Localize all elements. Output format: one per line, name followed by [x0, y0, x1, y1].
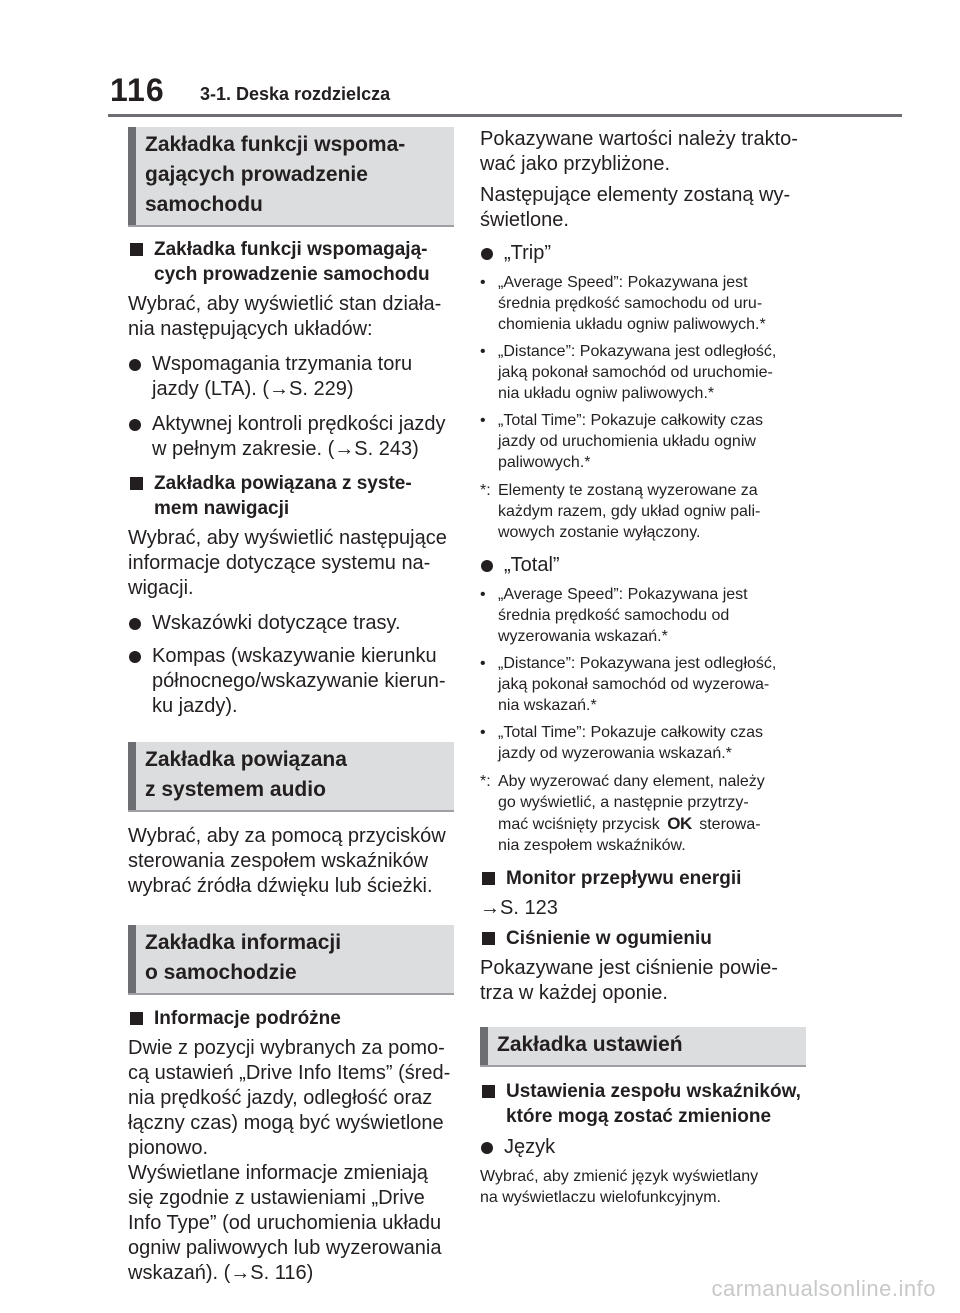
- paragraph-line: wybrać źródła dźwięku lub ścieżki.: [128, 875, 433, 897]
- sub-bullet-line: jazdy od wyzerowania wskazań.*: [498, 745, 732, 762]
- bullet-line: Aktywnej kontroli prędkości jazdy: [152, 413, 446, 435]
- footnote-line: Elementy te zostaną wyzerowane za: [498, 482, 758, 499]
- paragraph-line: Wyświetlane informacje zmieniają: [128, 1162, 428, 1184]
- paragraph-line: Wybrać, aby wyświetlić stan działa-: [128, 293, 442, 315]
- paragraph: [128, 1036, 452, 1286]
- paragraph-line: się zgodnie z ustawieniami „Drive: [128, 1187, 425, 1209]
- small-dot-icon: •: [480, 724, 486, 741]
- bullet-total: [480, 553, 804, 578]
- sub-bullet-line: „Average Speed”: Pokazywana jest: [498, 586, 748, 603]
- round-bullet-icon: [129, 651, 141, 663]
- subheading-line: Zakładka powiązana z syste-: [154, 473, 412, 494]
- page-header: [0, 0, 960, 120]
- section-title-settings: [480, 1027, 806, 1065]
- bullet-language: [480, 1135, 804, 1160]
- sub-bullet-item: [480, 584, 804, 647]
- sub-bullet-line: nia układu ogniw paliwowych.*: [498, 385, 715, 402]
- square-bullet-icon: [130, 477, 143, 490]
- sub-bullet-line: chomienia układu ogniw paliwowych.*: [498, 316, 766, 333]
- sub-bullet-line: „Average Speed”: Pokazywana jest: [498, 274, 748, 291]
- section-title-line: o samochodzie: [145, 961, 297, 984]
- footnote-line: Aby wyzerować dany element, należy: [498, 773, 765, 790]
- bullet-line: w pełnym zakresie. (→S. 243): [152, 438, 419, 460]
- subheading-settings: [480, 1079, 804, 1129]
- header-rule: [108, 114, 902, 117]
- paragraph-line: Pokazywane jest ciśnienie powie-: [480, 957, 778, 979]
- paragraph-line: wskazań). (→S. 116): [128, 1262, 314, 1284]
- sub-bullet-line: średnia prędkość samochodu od uru-: [498, 295, 763, 312]
- footnote-mark: *:: [480, 482, 491, 499]
- sub-bullet-item: [480, 341, 804, 404]
- paragraph-line: wigacji.: [128, 577, 194, 599]
- sub-bullet-item: [480, 272, 804, 335]
- watermark: carmanualsonline.info: [711, 1276, 936, 1301]
- footnote: [480, 480, 804, 543]
- section-title-line: samochodu: [145, 193, 263, 216]
- paragraph: [480, 956, 804, 1006]
- small-dot-icon: •: [480, 343, 486, 360]
- sub-bullet-item: [480, 653, 804, 716]
- paragraph: [128, 292, 452, 342]
- sub-bullet-line: jaką pokonał samochód od uruchomie-: [498, 364, 773, 381]
- small-dot-icon: •: [480, 655, 486, 672]
- section-title-line: Zakładka ustawień: [497, 1033, 683, 1056]
- footnote-line: każdym razem, gdy układ ogniw pali-: [498, 503, 761, 520]
- section-title-vehicle-info: [128, 925, 454, 993]
- paragraph-line: Następujące elementy zostaną wy-: [480, 184, 791, 206]
- round-bullet-icon: [129, 419, 141, 431]
- paragraph-line: nia następujących układów:: [128, 318, 373, 340]
- paragraph-line: cą ustawień „Drive Info Items” (śred-: [128, 1062, 451, 1084]
- bullet-line: Język: [504, 1136, 556, 1158]
- bullet-line: Wspomagania trzymania toru: [152, 353, 413, 375]
- subheading-driver-assist: [128, 237, 452, 287]
- paragraph-line: Pokazywane wartości należy trakto-: [480, 128, 798, 150]
- paragraph-line: Info Type” (od uruchomienia układu: [128, 1212, 442, 1234]
- paragraph-line: na wyświetlaczu wielofunkcyjnym.: [480, 1189, 721, 1206]
- paragraph: [128, 824, 452, 899]
- bullet-line: „Trip”: [504, 242, 552, 264]
- round-bullet-icon: [481, 248, 493, 260]
- footnote-text: sterowa-: [699, 816, 761, 833]
- subheading-tire-pressure: [480, 926, 804, 951]
- bullet-line: „Total”: [504, 554, 560, 576]
- paragraph-line: łączny czas) mogą być wyświetlone: [128, 1112, 444, 1134]
- paragraph-line: Wybrać, aby zmienić język wyświetlany: [480, 1168, 759, 1185]
- round-bullet-icon: [481, 1142, 493, 1154]
- paragraph-line: trza w każdej oponie.: [480, 982, 668, 1004]
- sub-bullet-line: „Distance”: Pokazywana jest odległość,: [498, 655, 777, 672]
- sub-bullet-line: jazdy od uruchomienia układu ogniw: [498, 433, 756, 450]
- page-reference: →S. 123: [480, 897, 558, 919]
- bullet-item: [128, 644, 452, 719]
- paragraph-line: nia prędkość jazdy, odległość oraz: [128, 1087, 433, 1109]
- small-dot-icon: •: [480, 586, 486, 603]
- sub-bullet-line: jaką pokonał samochód od wyzerowa-: [498, 676, 770, 693]
- sub-bullet-line: „Total Time”: Pokazuje całkowity czas: [498, 412, 763, 429]
- chapter-title: 3-1. Deska rozdzielcza: [200, 84, 391, 104]
- section-title-line: Zakładka informacji: [145, 931, 342, 954]
- footnote: [480, 771, 804, 856]
- footnote-text: mać wciśnięty przycisk: [498, 816, 660, 833]
- sub-bullet-line: paliwowych.*: [498, 454, 591, 471]
- subheading-line: Ciśnienie w ogumieniu: [506, 928, 712, 949]
- paragraph-line: wać jako przybliżone.: [480, 153, 671, 175]
- section-title-line: gających prowadzenie: [145, 163, 368, 186]
- paragraph-line: świetlone.: [480, 209, 569, 231]
- square-bullet-icon: [482, 872, 495, 885]
- round-bullet-icon: [129, 618, 141, 630]
- paragraph-line: pionowo.: [128, 1137, 209, 1159]
- bullet-line: Kompas (wskazywanie kierunku: [152, 645, 437, 667]
- subheading-line: cych prowadzenie samochodu: [154, 264, 430, 285]
- page-number: 116: [110, 72, 165, 108]
- footnote-line: wowych zostanie wyłączony.: [498, 524, 701, 541]
- sub-bullet-line: wyzerowania wskazań.*: [498, 628, 668, 645]
- paragraph-line: Dwie z pozycji wybranych za pomo-: [128, 1037, 445, 1059]
- paragraph-line: Wybrać, aby wyświetlić następujące: [128, 527, 447, 549]
- section-title-driver-assist: [128, 127, 454, 225]
- footnote-line: nia zespołem wskaźników.: [498, 837, 686, 854]
- bullet-line: północnego/wskazywanie kierun-: [152, 670, 446, 692]
- subheading-line: Informacje podróżne: [154, 1008, 341, 1029]
- paragraph: [480, 183, 804, 233]
- left-column: [128, 127, 452, 1286]
- section-title-line: Zakładka funkcji wspoma-: [145, 133, 406, 156]
- footnote-line: go wyświetlić, a następnie przytrzy-: [498, 794, 749, 811]
- small-dot-icon: •: [480, 274, 486, 291]
- square-bullet-icon: [130, 243, 143, 256]
- paragraph: [128, 526, 452, 601]
- bullet-line: Wskazówki dotyczące trasy.: [152, 612, 401, 634]
- square-bullet-icon: [482, 932, 495, 945]
- round-bullet-icon: [129, 359, 141, 371]
- sub-bullet-line: średnia prędkość samochodu od: [498, 607, 730, 624]
- paragraph-line: Wybrać, aby za pomocą przycisków: [128, 825, 446, 847]
- bullet-item: [128, 611, 452, 636]
- bullet-item: [128, 352, 452, 402]
- bullet-trip: [480, 241, 804, 266]
- subheading-line: mem nawigacji: [154, 498, 290, 519]
- subheading-line: Zakładka funkcji wspomagają-: [154, 239, 428, 260]
- section-title-line: Zakładka powiązana: [145, 748, 347, 771]
- sub-bullet-item: [480, 410, 804, 473]
- sub-bullet-item: [480, 722, 804, 764]
- section-title-audio: [128, 742, 454, 810]
- subheading-line: które mogą zostać zmienione: [506, 1106, 772, 1127]
- footnote-mark: *:: [480, 773, 491, 790]
- paragraph-line: informacje dotyczące systemu na-: [128, 552, 431, 574]
- sub-bullet-line: nia wskazań.*: [498, 697, 597, 714]
- subheading-line: Ustawienia zespołu wskaźników,: [506, 1081, 801, 1102]
- subheading-line: Monitor przepływu energii: [506, 868, 742, 889]
- paragraph: [480, 127, 804, 177]
- square-bullet-icon: [130, 1012, 143, 1025]
- paragraph-line: sterowania zespołem wskaźników: [128, 850, 429, 872]
- subheading-trip-info: [128, 1006, 452, 1031]
- square-bullet-icon: [482, 1085, 495, 1098]
- small-dot-icon: •: [480, 412, 486, 429]
- paragraph: [480, 1166, 804, 1208]
- right-column: [480, 127, 804, 1208]
- subheading-energy-monitor: [480, 866, 804, 891]
- section-title-line: z systemem audio: [145, 778, 326, 801]
- paragraph-line: ogniw paliwowych lub wyzerowania: [128, 1237, 442, 1259]
- bullet-line: ku jazdy).: [152, 695, 238, 717]
- subheading-navigation: [128, 471, 452, 521]
- ok-button-icon: OK: [667, 814, 692, 833]
- sub-bullet-line: „Total Time”: Pokazuje całkowity czas: [498, 724, 763, 741]
- sub-bullet-line: „Distance”: Pokazywana jest odległość,: [498, 343, 777, 360]
- bullet-item: [128, 412, 452, 462]
- footnote-line: [498, 813, 804, 835]
- round-bullet-icon: [481, 560, 493, 572]
- bullet-line: jazdy (LTA). (→S. 229): [152, 378, 354, 400]
